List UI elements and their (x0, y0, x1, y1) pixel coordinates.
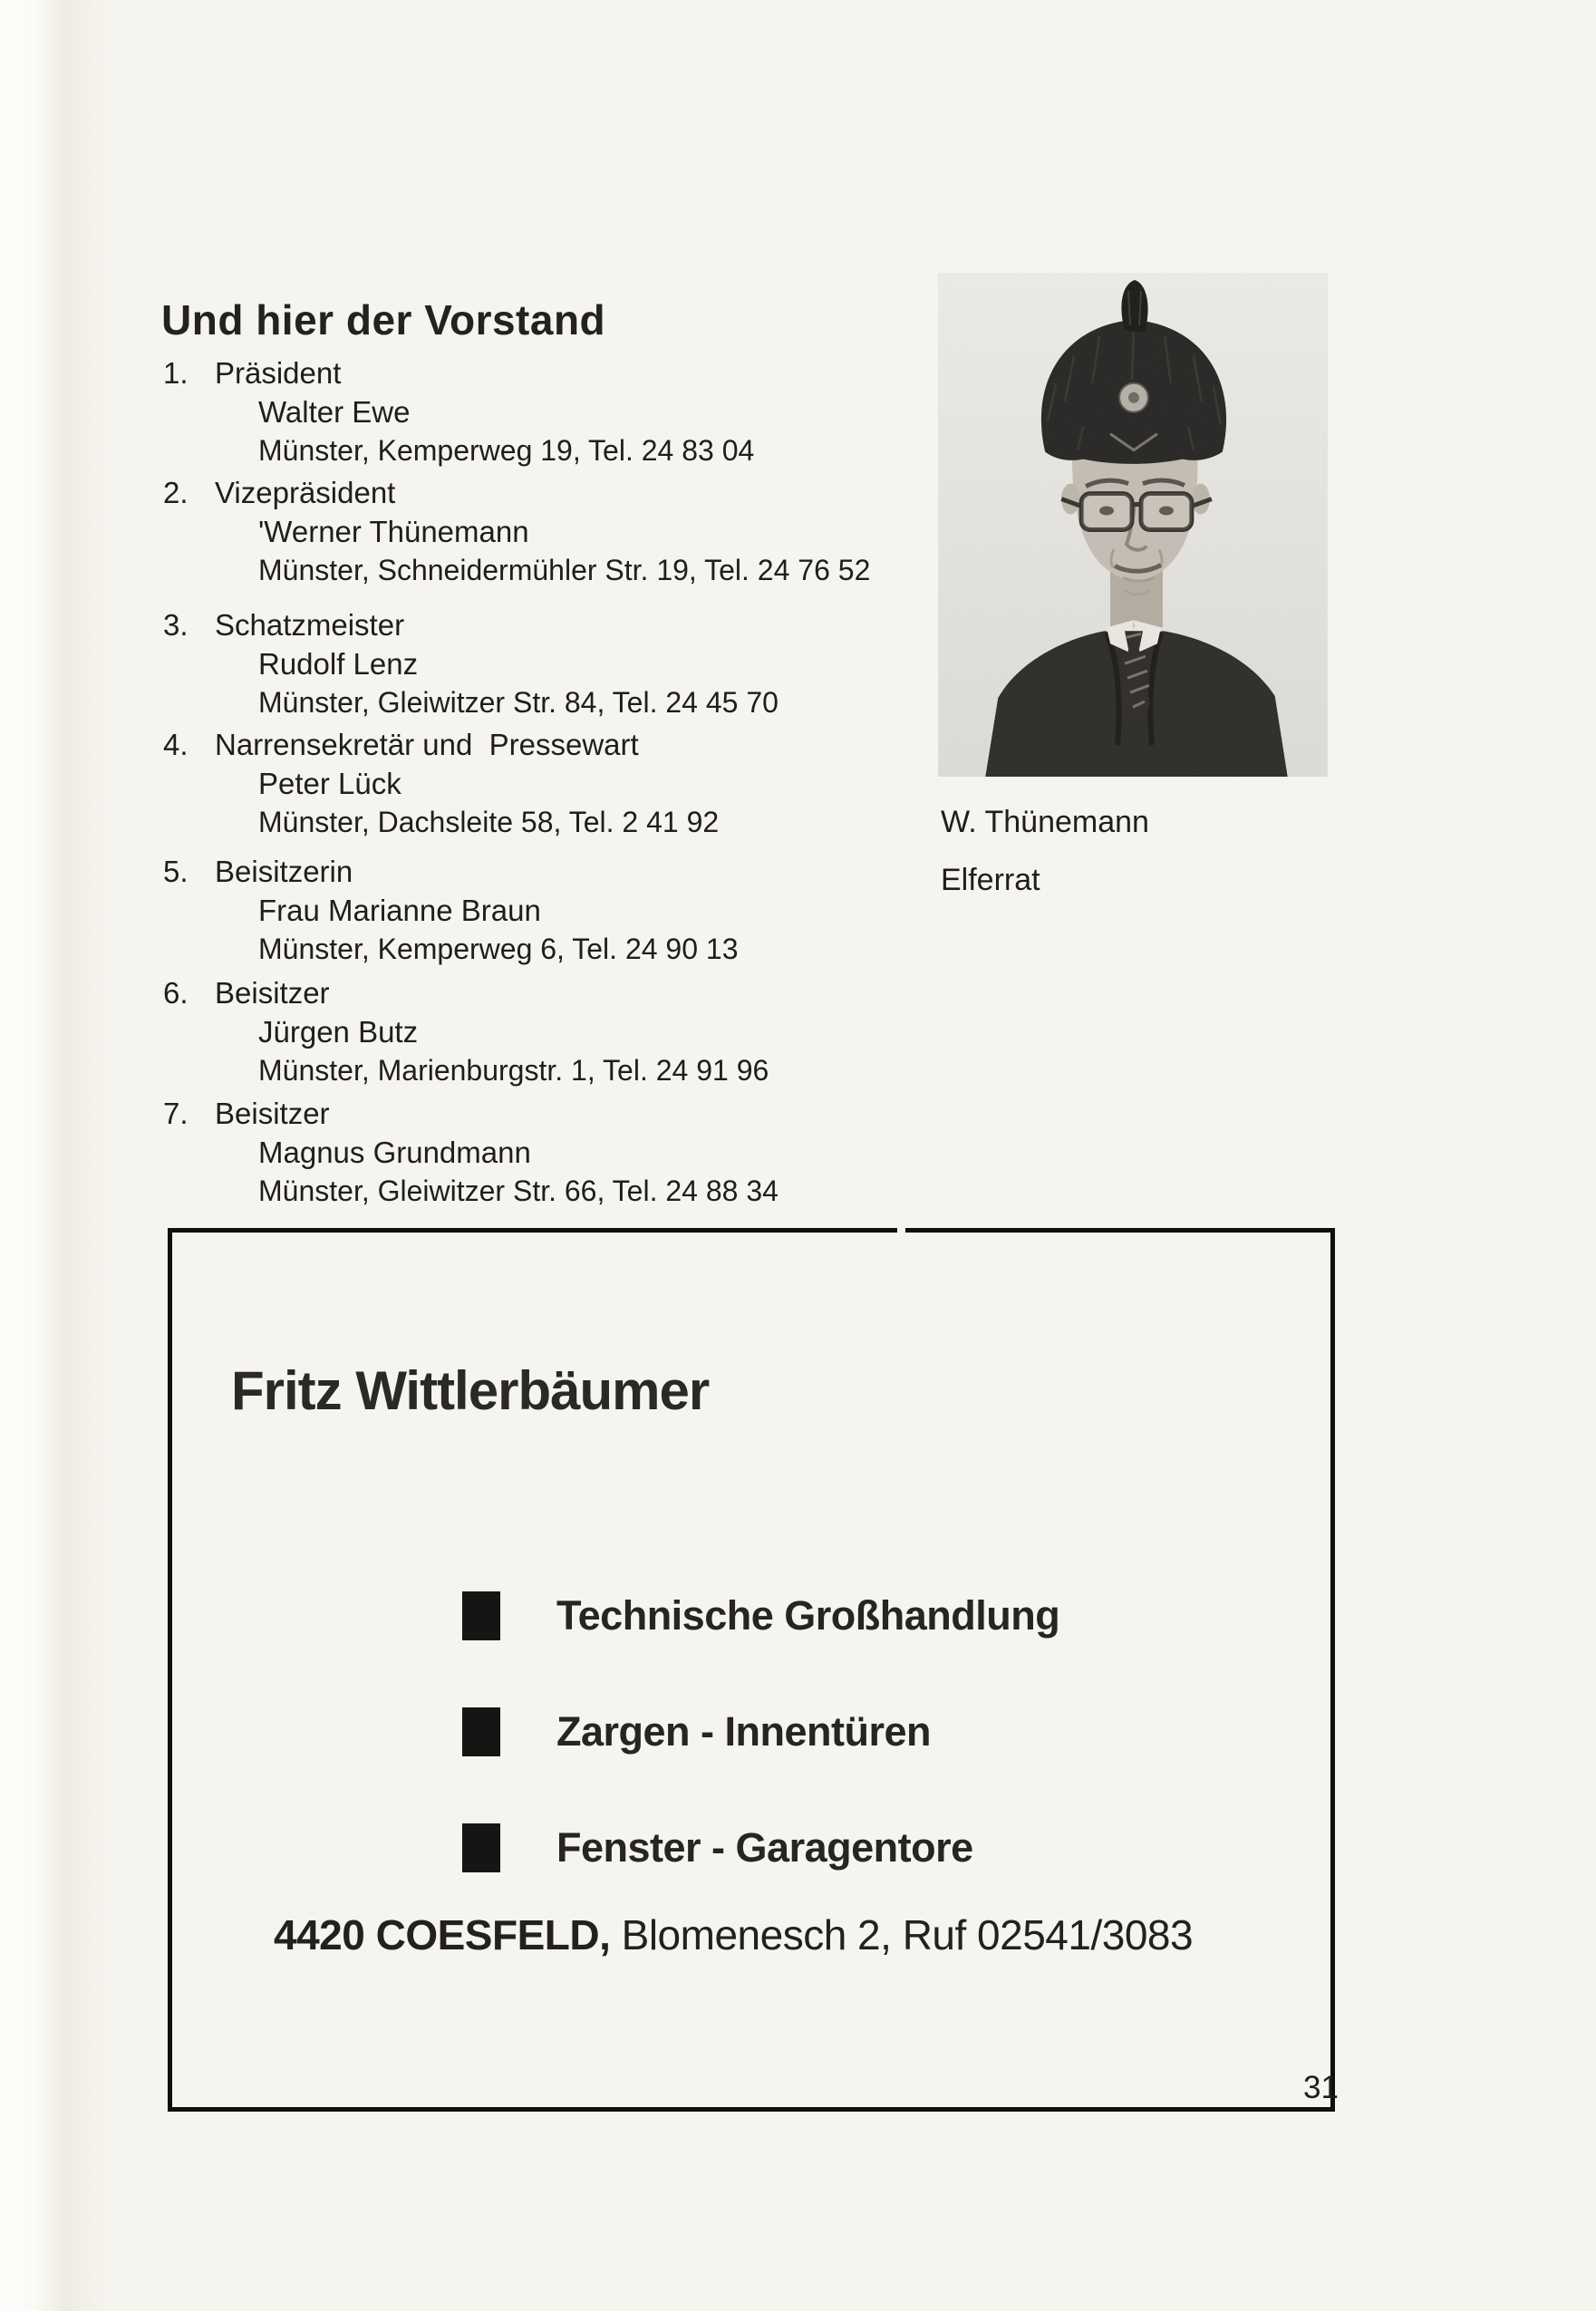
board-item-1 (163, 353, 961, 469)
item-number: 2. (163, 476, 189, 509)
ad-bullet-label: Fenster - Garagentore (556, 1824, 973, 1871)
item-role: Vizepräsident (215, 476, 396, 509)
portrait-illustration (938, 273, 1328, 777)
ad-bullet-row (462, 1590, 1059, 1642)
page-title: Und hier der Vorstand (161, 296, 606, 343)
item-number: 3. (163, 608, 189, 642)
photo-caption-name: W. Thünemann (941, 805, 1149, 839)
item-address: Münster, Gleiwitzer Str. 84, Tel. 24 45 70 (258, 686, 779, 719)
item-address: Münster, Gleiwitzer Str. 66, Tel. 24 88 34 (258, 1175, 779, 1207)
ad-bullet-label: Technische Großhandlung (556, 1592, 1060, 1639)
board-item-2 (163, 473, 961, 589)
page-number: 31 (1303, 2070, 1339, 2105)
ad-address-city: 4420 COESFELD, (274, 1911, 611, 1958)
ad-company-name: Fritz Wittlerbäumer (231, 1360, 710, 1421)
item-name: Magnus Grundmann (258, 1136, 531, 1169)
item-role: Beisitzer (215, 1097, 330, 1130)
item-role: Schatzmeister (215, 608, 405, 642)
item-name: Frau Marianne Braun (258, 894, 541, 927)
square-bullet-icon (462, 1591, 500, 1640)
ad-bullet-row (462, 1822, 973, 1874)
item-address: Münster, Kemperweg 19, Tel. 24 83 04 (258, 434, 755, 467)
item-role: Präsident (215, 356, 342, 390)
item-number: 6. (163, 976, 189, 1010)
ad-address (274, 1910, 1193, 1959)
item-address: Münster, Schneidermühler Str. 19, Tel. 24 76 52 (258, 554, 871, 586)
board-item-5 (163, 852, 961, 968)
item-name: Peter Lück (258, 767, 401, 800)
ad-address-street: Blomenesch 2, Ruf 02541/3083 (610, 1911, 1194, 1958)
advertisement-box (168, 1228, 1335, 2112)
item-role: Narrensekretär und Pressewart (215, 728, 639, 761)
board-item-7 (163, 1094, 961, 1210)
square-bullet-icon (462, 1823, 500, 1872)
item-address: Münster, Kemperweg 6, Tel. 24 90 13 (258, 933, 739, 965)
item-address: Münster, Marienburgstr. 1, Tel. 24 91 96 (258, 1054, 769, 1087)
square-bullet-icon (462, 1707, 500, 1756)
item-name: Rudolf Lenz (258, 647, 419, 681)
item-name: Jürgen Butz (258, 1015, 419, 1049)
item-role: Beisitzer (215, 976, 330, 1010)
item-number: 4. (163, 728, 189, 761)
item-number: 1. (163, 356, 189, 390)
ad-bullet-row (462, 1706, 931, 1758)
item-number: 5. (163, 855, 189, 888)
item-address: Münster, Dachsleite 58, Tel. 2 41 92 (258, 806, 720, 838)
board-item-3 (163, 605, 961, 721)
ad-bullet-label: Zargen - Innentüren (556, 1708, 932, 1755)
board-item-4 (163, 725, 961, 841)
item-name: 'Werner Thünemann (258, 515, 529, 548)
photo-caption-role: Elferrat (941, 863, 1040, 897)
page-edge-shadow (0, 0, 109, 2311)
scan-border-gap (897, 1228, 905, 1233)
portrait-photo (938, 273, 1328, 777)
board-item-6 (163, 973, 961, 1089)
item-number: 7. (163, 1097, 189, 1130)
item-role: Beisitzerin (215, 855, 353, 888)
item-name: Walter Ewe (258, 395, 411, 429)
